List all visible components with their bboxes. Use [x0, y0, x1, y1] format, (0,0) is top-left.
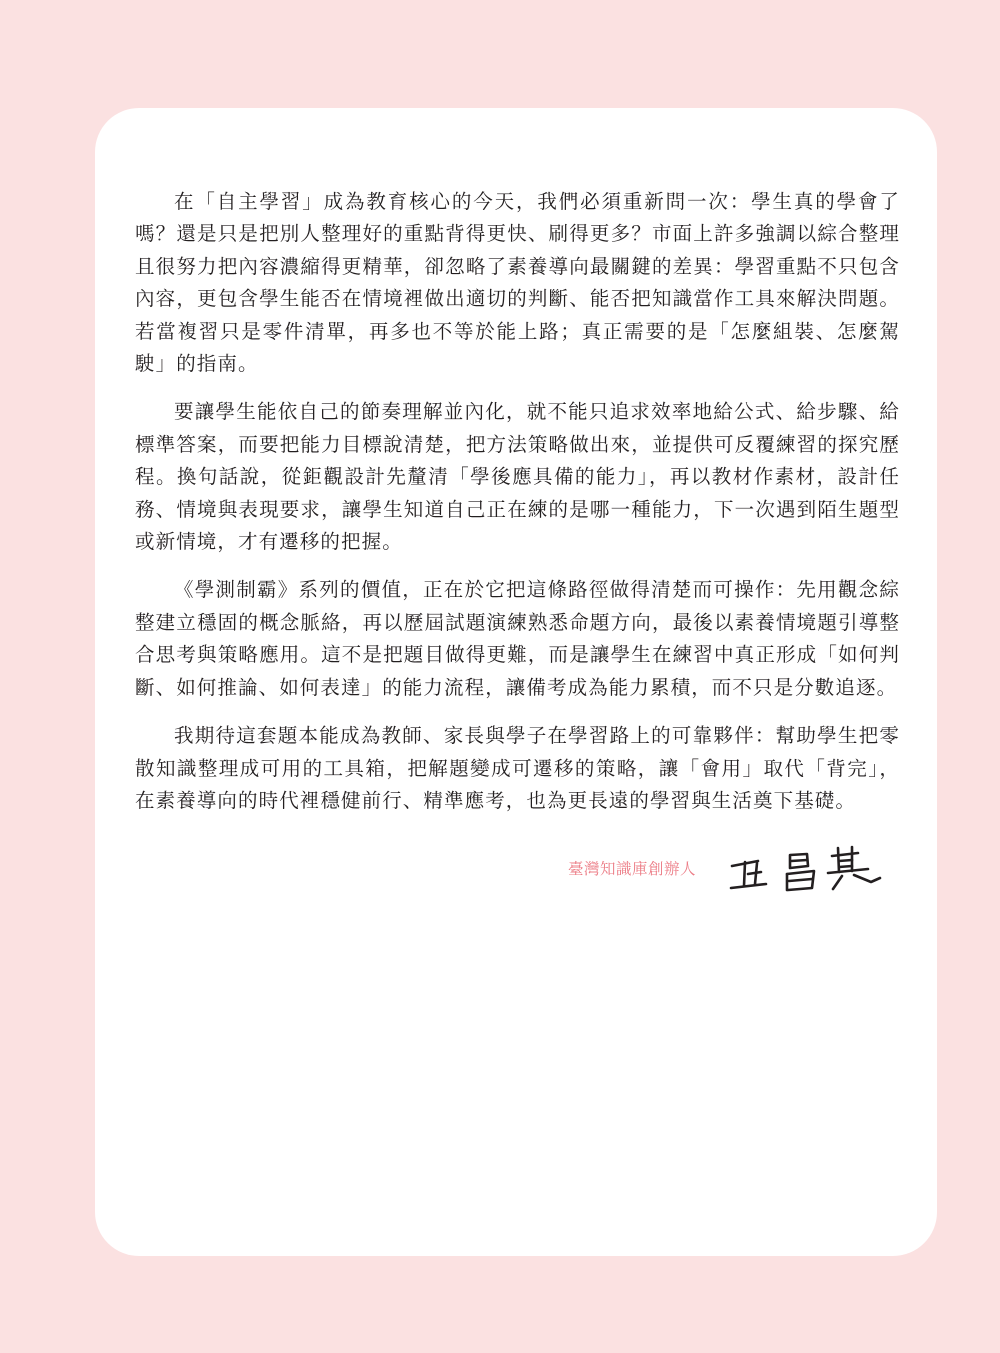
paragraph-3: 《學測制霸》系列的價值，正在於它把這條路徑做得清楚而可操作：先用觀念綜整建立穩固的概念脈絡，再以歷屆試題演練熟悉命題方向，最後以素養情境題引導整合思考與策略應用。這不是把題目做得更難，而是讓學生在練習中真正形成「如何判斷、如何推論、如何表達」的能力流程，讓備考成為能力累積，而不只是分數追逐。	[135, 578, 900, 699]
paragraph-1: 在「自主學習」成為教育核心的今天，我們必須重新問一次：學生真的學會了嗎？還是只是把別人整理好的重點背得更快、刷得更多？市面上許多強調以綜合整理且很努力把內容濃縮得更精華，卻忽略了素養導向最關鍵的差異：學習重點不只包含內容，更包含學生能否在情境裡做出適切的判斷、能否把知識當作工具來解決問題。若當複習只是零件清單，再多也不等於能上路；真正需要的是「怎麼組裝、怎麼駕駛」的指南。	[135, 190, 900, 376]
preface-body	[135, 186, 900, 833]
paragraph-2: 要讓學生能依自己的節奏理解並內化，就不能只追求效率地給公式、給步驟、給標準答案，而要把能力目標說清楚，把方法策略做出來，並提供可反覆練習的探究歷程。換句話說，從鉅觀設計先釐清「學後應具備的能力」，再以教材作素材，設計任務、情境與表現要求，讓學生知道自己正在練的是哪一種能力，下一次遇到陌生題型或新情境，才有遷移的把握。	[135, 400, 900, 554]
handwritten-signature	[728, 842, 888, 898]
signature-title: 臺灣知識庫創辦人	[568, 860, 697, 878]
paragraph-4: 我期待這套題本能成為教師、家長與學子在學習路上的可靠夥伴：幫助學生把零散知識整理成可用的工具箱，把解題變成可遷移的策略，讓「會用」取代「背完」，在素養導向的時代裡穩健前行、精準應考，也為更長遠的學習與生活奠下基礎。	[135, 724, 900, 812]
